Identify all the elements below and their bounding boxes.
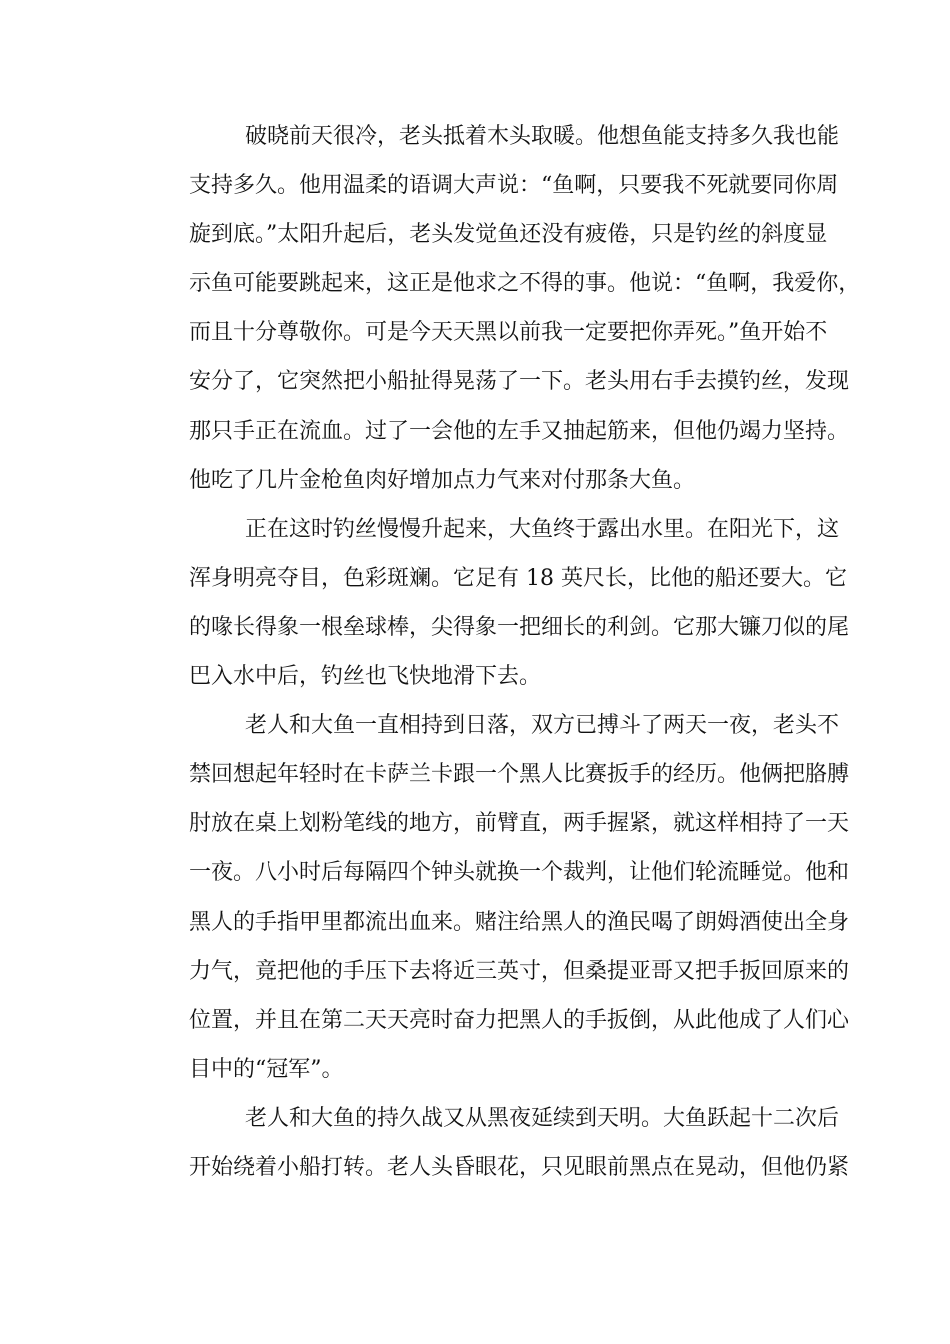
text-line: 浑身明亮夺目，色彩斑斓。它足有 18 英尺长，比他的船还要大。它 [189, 565, 847, 591]
text-line: 而且十分尊敬你。可是今天天黑以前我一定要把你弄死。”鱼开始不 [189, 320, 828, 346]
text-line: 支持多久。他用温柔的语调大声说：“鱼啊，只要我不死就要同你周 [189, 173, 839, 199]
text-line: 位置，并且在第二天天亮时奋力把黑人的手扳倒，从此他成了人们心 [189, 1007, 850, 1033]
text-line: 安分了，它突然把小船扯得晃荡了一下。老头用右手去摸钓丝，发现 [189, 369, 850, 395]
text-line: 开始绕着小船打转。老人头昏眼花，只见眼前黑点在晃动，但他仍紧 [189, 1154, 850, 1180]
text-line: 的喙长得象一根垒球棒，尖得象一把细长的利剑。它那大镰刀似的尾 [189, 614, 850, 640]
text-line: 目中的“冠军”。 [189, 1056, 344, 1082]
text-line: 破晓前天很冷，老头抵着木头取暖。他想鱼能支持多久我也能 [245, 124, 840, 149]
text-line: 老人和大鱼的持久战又从黑夜延续到天明。大鱼跃起十二次后 [245, 1105, 840, 1131]
paragraph-3 [145, 701, 850, 1094]
text-line: 老人和大鱼一直相持到日落，双方已搏斗了两天一夜，老头不 [245, 713, 840, 739]
text-line: 一夜。八小时后每隔四个钟头就换一个裁判，让他们轮流睡觉。他和 [189, 860, 850, 886]
paragraph-1 [145, 112, 861, 505]
text-line: 巴入水中后，钓丝也飞快地滑下去。 [189, 664, 542, 690]
text-line: 禁回想起年轻时在卡萨兰卡跟一个黑人比赛扳手的经历。他俩把胳膊 [189, 762, 850, 788]
text-line: 正在这时钓丝慢慢升起来，大鱼终于露出水里。在阳光下，这 [245, 516, 840, 542]
paragraph-4 [145, 1094, 850, 1192]
text-line: 旋到底。”太阳升起后，老头发觉鱼还没有疲倦，只是钓丝的斜度显 [189, 222, 828, 248]
text-line: 肘放在桌上划粉笔线的地方，前臂直，两手握紧，就这样相持了一天 [189, 811, 850, 837]
text-line: 他吃了几片金枪鱼肉好增加点力气来对付那条大鱼。 [189, 467, 696, 493]
text-line: 黑人的手指甲里都流出血来。赌注给黑人的渔民喝了朗姆酒使出全身 [189, 909, 850, 935]
text-line: 示鱼可能要跳起来，这正是他求之不得的事。他说：“鱼啊，我爱你， [189, 271, 861, 297]
text-line: 力气，竟把他的手压下去将近三英寸，但桑提亚哥又把手扳回原来的 [189, 958, 850, 984]
text-line: 那只手正在流血。过了一会他的左手又抽起筋来，但他仍竭力坚持。 [189, 418, 850, 444]
body-text [145, 112, 861, 1192]
paragraph-2 [145, 505, 850, 701]
